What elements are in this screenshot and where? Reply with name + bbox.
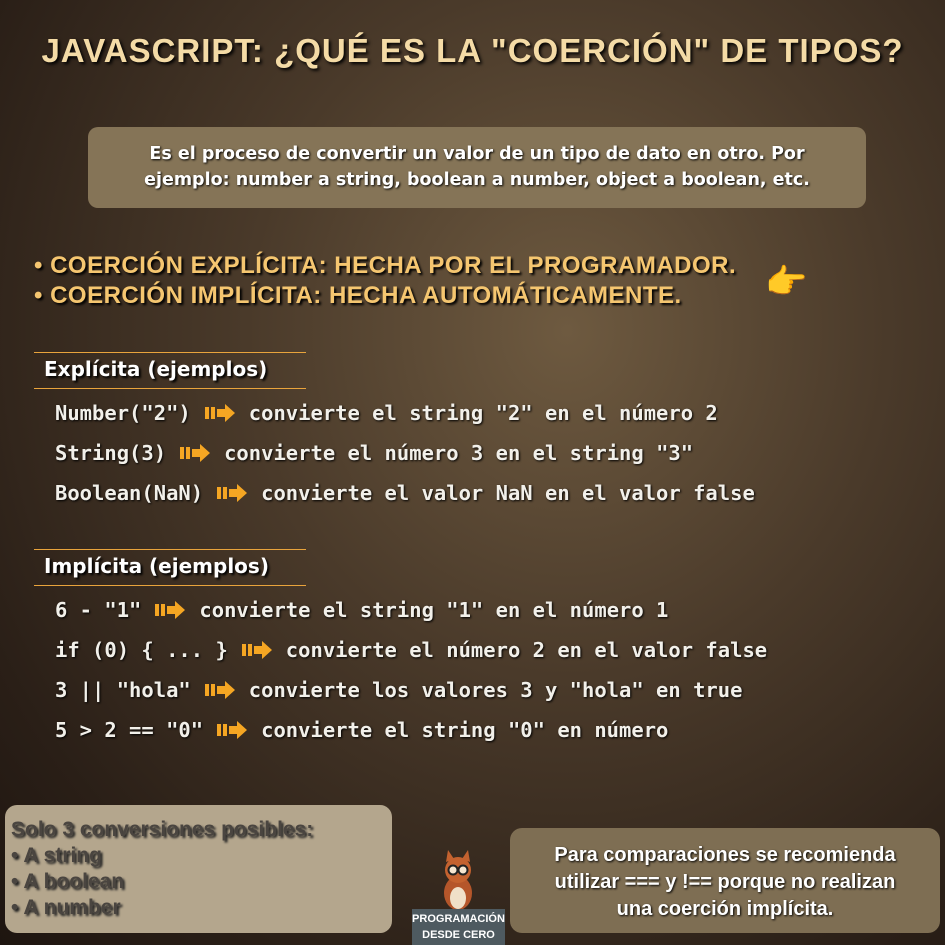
page-title: JAVASCRIPT: ¿QUÉ ES LA "COERCIÓN" DE TIPOS? xyxy=(41,32,904,69)
conversions-box xyxy=(5,805,392,933)
squirrel-icon xyxy=(412,848,505,910)
logo xyxy=(412,848,505,945)
example-code: String(3) xyxy=(55,441,167,465)
example-description: convierte el número 3 en el string "3" xyxy=(224,441,694,465)
example-description: convierte el string "0" en número xyxy=(261,718,669,742)
bullet-explicit: • COERCIÓN EXPLÍCITA: HECHA POR EL PROGRAMADOR. xyxy=(34,252,737,279)
definition-line: Es el proceso de convertir un valor de un tipo de dato en otro. Por xyxy=(149,144,805,164)
conversion-item: • A number xyxy=(11,896,121,919)
definition-box xyxy=(88,127,866,208)
arrow-right-icon xyxy=(180,444,210,462)
recommendation-line: Para comparaciones se recomienda xyxy=(554,844,896,866)
example-row xyxy=(55,441,693,465)
example-code: 5 > 2 == "0" xyxy=(55,718,204,742)
bullet-implicit: • COERCIÓN IMPLÍCITA: HECHA AUTOMÁTICAMENTE. xyxy=(34,282,682,309)
example-code: 6 - "1" xyxy=(55,598,142,622)
arrow-right-icon xyxy=(205,681,235,699)
conversions-heading: Solo 3 conversiones posibles: xyxy=(11,818,314,841)
logo-line: DESDE CERO xyxy=(422,929,495,941)
recommendation-box xyxy=(510,828,940,933)
example-description: convierte el string "1" en el número 1 xyxy=(199,598,669,622)
example-row xyxy=(55,481,755,505)
example-row xyxy=(55,638,767,662)
example-description: convierte los valores 3 y "hola" en true xyxy=(248,678,743,702)
example-description: convierte el string "2" en el número 2 xyxy=(248,401,718,425)
example-description: convierte el valor NaN en el valor false xyxy=(261,481,755,505)
arrow-right-icon xyxy=(242,641,272,659)
example-row xyxy=(55,598,668,622)
example-row xyxy=(55,678,742,702)
example-code: 3 || "hola" xyxy=(55,678,191,702)
arrow-right-icon xyxy=(205,404,235,422)
definition-line: ejemplo: number a string, boolean a number, object a boolean, etc. xyxy=(144,170,810,190)
explicit-heading: Explícita (ejemplos) xyxy=(34,352,306,389)
example-code: Number("2") xyxy=(55,401,191,425)
example-row xyxy=(55,718,668,742)
arrow-right-icon xyxy=(155,601,185,619)
implicit-heading: Implícita (ejemplos) xyxy=(34,549,306,586)
conversion-item: • A string xyxy=(11,844,102,867)
example-row xyxy=(55,401,718,425)
example-description: convierte el número 2 en el valor false xyxy=(285,638,768,662)
pointing-hand-icon: 👉 xyxy=(765,262,808,302)
arrow-right-icon xyxy=(217,721,247,739)
example-code: if (0) { ... } xyxy=(55,638,228,662)
arrow-right-icon xyxy=(217,484,247,502)
logo-line: PROGRAMACIÓN xyxy=(412,913,505,925)
example-code: Boolean(NaN) xyxy=(55,481,204,505)
conversion-item: • A boolean xyxy=(11,870,125,893)
recommendation-line: utilizar === y !== porque no realizan xyxy=(554,871,896,893)
recommendation-line: una coerción implícita. xyxy=(616,898,834,920)
